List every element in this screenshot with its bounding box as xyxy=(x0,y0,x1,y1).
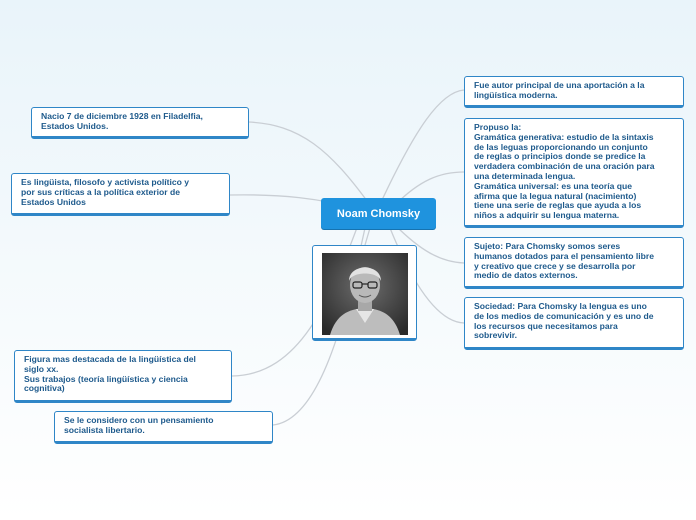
link-author xyxy=(382,90,464,200)
node-text-line: afirma que la legua natural (nacimiento) xyxy=(474,190,637,201)
node-socialist[interactable] xyxy=(54,411,273,444)
link-birth xyxy=(248,122,370,205)
node-birth[interactable] xyxy=(31,107,249,139)
node-text-line: Gramática universal: es una teoría que xyxy=(474,180,633,191)
node-text-line: y creativo que crece y se desarrolla por xyxy=(474,260,636,271)
node-text-line: verdadera combinación de una oración para xyxy=(474,161,655,172)
node-propuso[interactable] xyxy=(464,118,684,228)
node-text-line: humanos dotados para el pensamiento libre xyxy=(474,250,655,261)
node-text-line: Sociedad: Para Chomsky la lengua es uno xyxy=(474,301,647,311)
node-text-line: cognitiva) xyxy=(24,383,65,394)
photo-node[interactable] xyxy=(312,245,417,341)
node-text-line: Es lingüista, filosofo y activista político y xyxy=(21,177,190,187)
node-text-line: sobrevivir. xyxy=(474,330,517,341)
node-text-line: siglo xx. xyxy=(24,363,59,374)
node-text-line: de los medios de comunicación y es uno de xyxy=(474,310,654,321)
node-text-line: Se le considero con un pensamiento xyxy=(64,415,214,425)
node-text-line: Propuso la: xyxy=(474,122,522,132)
node-text-line: por sus críticas a la política exterior de xyxy=(21,186,181,197)
node-text-line: Fue autor principal de una aportación a la xyxy=(474,80,645,90)
node-text-line: Sujeto: Para Chomsky somos seres xyxy=(474,241,621,251)
central-topic[interactable] xyxy=(321,198,436,229)
node-text-line: medio de datos externos. xyxy=(474,270,578,281)
node-text-line: socialista libertario. xyxy=(64,424,145,435)
node-text-line: Estados Unidos. xyxy=(41,120,109,131)
node-text-line: lingüística moderna. xyxy=(474,89,558,100)
node-text-line: Sus trabajos (teoría lingüística y ciencia xyxy=(24,373,188,384)
node-text-line: Figura mas destacada de la lingüística del xyxy=(24,354,196,364)
node-linguist[interactable] xyxy=(11,173,230,216)
central-topic-label: Noam Chomsky xyxy=(336,207,421,220)
node-text-line: Gramática generativa: estudio de la sintaxis xyxy=(474,131,654,142)
node-text-line: de las leguas proporcionando un conjunto xyxy=(474,141,648,152)
link-photo xyxy=(365,228,370,245)
node-text-line: los recursos que necesitamos para xyxy=(474,320,618,331)
node-text-line: Estados Unidos xyxy=(21,196,86,207)
node-text-line: una determinada lengua. xyxy=(474,170,576,181)
node-text-line: Nacio 7 de diciembre 1928 en Filadelfia, xyxy=(41,111,203,121)
node-sociedad[interactable] xyxy=(464,297,684,350)
node-author[interactable] xyxy=(464,76,684,108)
node-text-line: tiene una serie de reglas que ayuda a los xyxy=(474,200,642,211)
node-text-line: de reglas o principios donde se predice la xyxy=(474,151,646,162)
node-sujeto[interactable] xyxy=(464,237,684,289)
node-text-line: niños a adquirir su lengua materna. xyxy=(474,210,620,221)
portrait-photo-icon xyxy=(322,253,408,335)
node-figure[interactable] xyxy=(14,350,232,403)
